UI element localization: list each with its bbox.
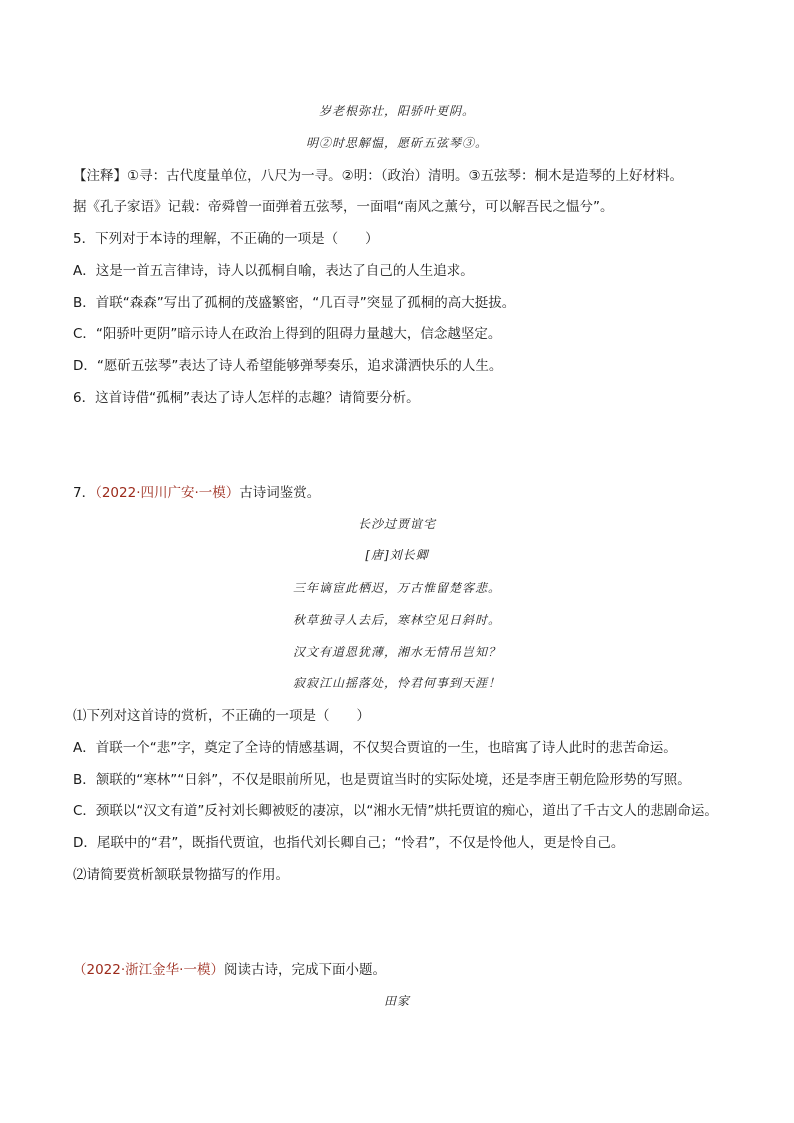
poem-title: 田家 <box>383 994 410 1008</box>
question-5-option-d: D．“愿斫五弦琴”表达了诗人希望能够弹琴奏乐，追求潇洒快乐的人生。 <box>73 358 503 374</box>
question-6-stem: 6．这首诗借“孤桐”表达了诗人怎样的志趣？请简要分析。 <box>73 390 420 406</box>
annotation-note: 据《孔子家语》记载：帝舜曾一面弹着五弦琴，一面唱“南风之薰兮，可以解吾民之愠兮”。 <box>73 199 614 215</box>
question-7-option-c: C．颈联以“汉文有道”反衬刘长卿被贬的凄凉，以“湘水无情”烘托贾谊的痴心，道出了千古文人的悲剧命运。 <box>73 803 718 819</box>
poem-line: 明②时思解愠，愿斫五弦琴③。 <box>305 136 488 150</box>
question-7-option-b: B．颔联的“寒林”“日斜”，不仅是眼前所见，也是贾谊当时的实际处境，还是李唐王朝危险形势的写照。 <box>73 772 691 788</box>
question-5-option-b: B．首联“森森”写出了孤桐的茂盛繁密，“几百寻”突显了孤桐的高大挺拔。 <box>73 295 516 311</box>
poem-line: 汉文有道恩犹薄，湘水无情吊岂知？ <box>292 645 501 659</box>
poem-line: 寂寂江山摇落处，怜君何事到天涯！ <box>292 676 501 690</box>
question-8-header <box>73 960 386 980</box>
annotation-note: 【注释】①寻：古代度量单位，八尺为一寻。②明：（政治）清明。③五弦琴：桐木是造琴的上好材料。 <box>73 168 684 184</box>
question-7-header <box>73 483 320 503</box>
question-7-sub1: ⑴下列对这首诗的赏析，不正确的一项是（ ） <box>73 708 370 724</box>
question-instruction: 阅读古诗，完成下面小题。 <box>223 962 386 978</box>
question-source: （2022·四川广安·一模） <box>95 485 240 501</box>
question-5-option-c: C．“阳骄叶更阴”暗示诗人在政治上得到的阻碍力量越大，信念越坚定。 <box>73 326 502 342</box>
question-source: （2022·浙江金华·一模） <box>73 962 224 978</box>
poem-line: 三年谪宦此栖迟，万古惟留楚客悲。 <box>292 581 501 595</box>
question-7-option-a: A．首联一个“悲”字，奠定了全诗的情感基调，不仅契合贾谊的一生，也暗寓了诗人此时的悲苦命运。 <box>73 740 677 756</box>
poem-line: 岁老根弥壮，阳骄叶更阴。 <box>318 104 475 118</box>
poem-author: [唐]刘长卿 <box>365 548 429 562</box>
poem-title: 长沙过贾谊宅 <box>357 517 436 531</box>
question-number: 7． <box>73 485 96 501</box>
question-5-option-a: A．这是一首五言律诗，诗人以孤桐自喻，表达了自己的人生追求。 <box>73 263 474 279</box>
question-instruction: 古诗词鉴赏。 <box>239 485 321 501</box>
question-5-stem: 5．下列对于本诗的理解，不正确的一项是（ ） <box>73 231 379 247</box>
poem-line: 秋草独寻人去后，寒林空见日斜时。 <box>292 613 501 627</box>
question-7-option-d: D．尾联中的“君”，既指代贾谊，也指代刘长卿自己；“怜君”，不仅是怜他人，更是怜自己。 <box>73 835 625 851</box>
question-7-sub2: ⑵请简要赏析颔联景物描写的作用。 <box>73 867 289 883</box>
